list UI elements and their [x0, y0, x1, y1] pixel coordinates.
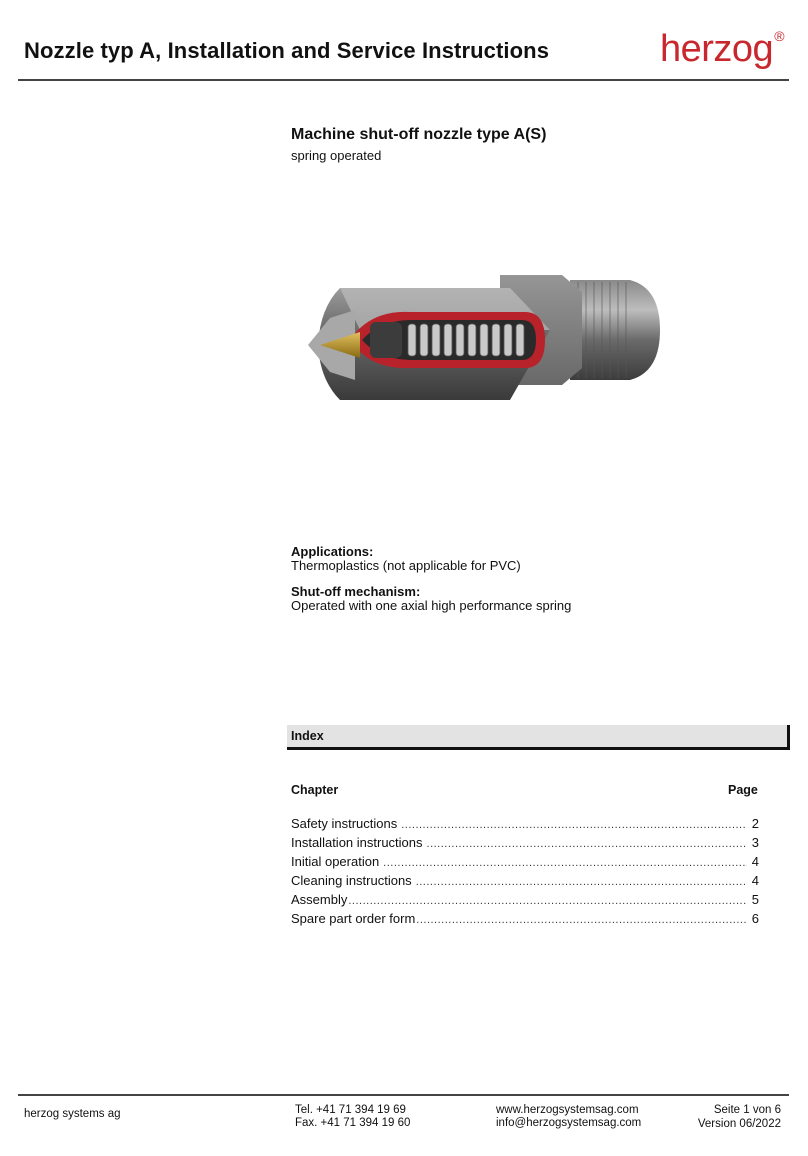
footer-website-link[interactable]: www.herzogsystemsag.com [496, 1104, 639, 1116]
footer-divider [18, 1094, 789, 1096]
header-divider [18, 79, 789, 81]
page-column-label: Page [728, 783, 758, 797]
mechanism-text: Operated with one axial high performance spring [291, 598, 572, 613]
document-title: Nozzle typ A, Installation and Service Instructions [24, 38, 550, 63]
product-title: Machine shut-off nozzle type A(S) [291, 126, 547, 143]
index-heading-bar [287, 725, 790, 750]
applications-label: Applications: [291, 544, 374, 559]
toc-entry[interactable]: Cleaning instructions ..... 4 [291, 873, 759, 892]
product-subtitle: spring operated [291, 148, 382, 163]
footer-company: herzog systems ag [24, 1108, 121, 1120]
toc-entry[interactable]: Assembly ..... 5 [291, 892, 759, 911]
applications-text: Thermoplastics (not applicable for PVC) [291, 558, 521, 573]
nozzle-cutaway-image [300, 270, 670, 410]
index-heading: Index [291, 729, 324, 743]
toc-entry[interactable]: Spare part order form ..... 6 [291, 911, 759, 930]
footer-version: Version 06/2022 [697, 1118, 781, 1130]
toc-entry[interactable]: Initial operation ..... 4 [291, 854, 759, 873]
table-of-contents [291, 816, 759, 930]
mechanism-label: Shut-off mechanism: [291, 584, 421, 599]
toc-entry[interactable]: Safety instructions ..... 2 [291, 816, 759, 835]
footer-tel: Tel. +41 71 394 19 69 [295, 1104, 406, 1116]
chapter-column-label: Chapter [291, 783, 339, 797]
footer-page-number: Seite 1 von 6 [713, 1104, 781, 1116]
footer-fax: Fax. +41 71 394 19 60 [295, 1117, 411, 1129]
footer-email-link[interactable]: info@herzogsystemsag.com [496, 1117, 642, 1129]
herzog-logo: herzog® [660, 28, 785, 70]
toc-entry[interactable]: Installation instructions ..... 3 [291, 835, 759, 854]
